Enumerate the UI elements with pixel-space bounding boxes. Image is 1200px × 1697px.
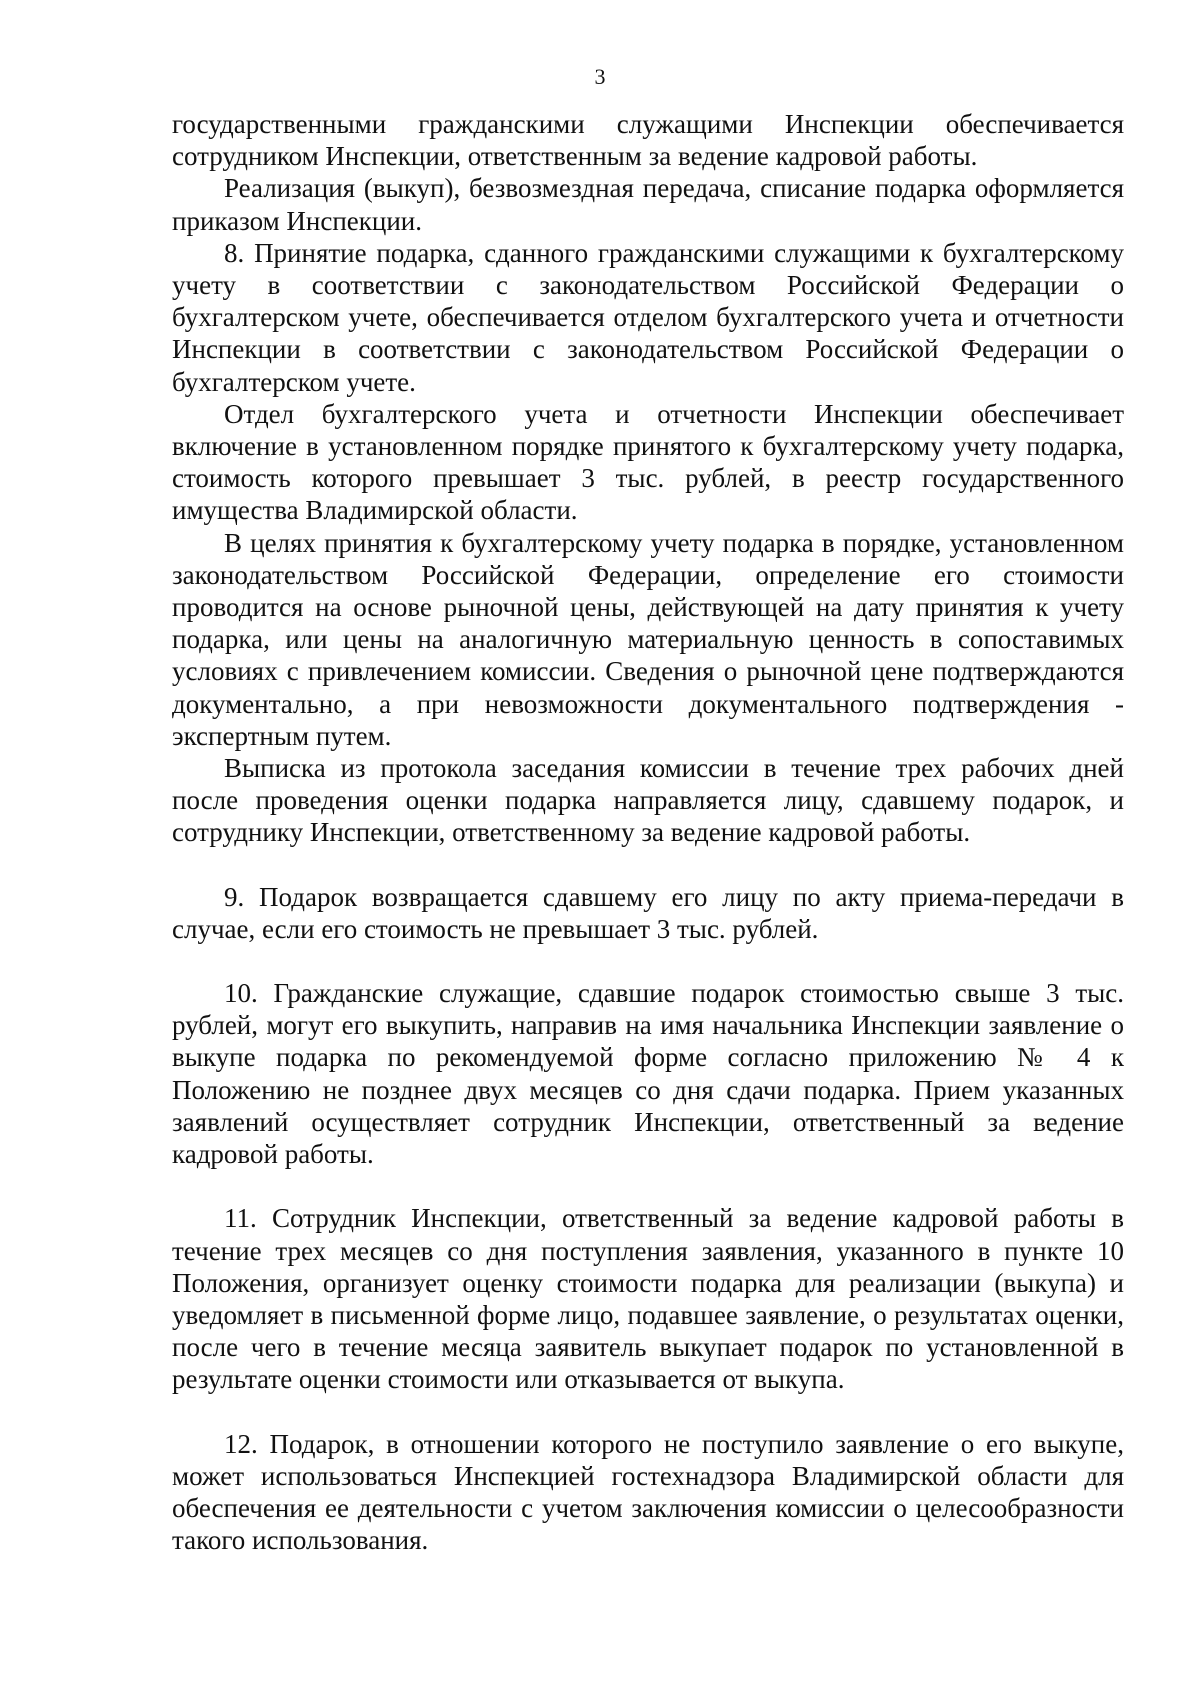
paragraph-item-8: 8. Принятие подарка, сданного гражданскими служащими к бухгалтерскому учету в соответствии с законодательством Российской Федерации о бухгалтерском учете, обеспечивается отделом бухгалтерского учета и отчетности Инспекции в соответствии с законодательством Российской Федерации о бухгалтерском учете. [172,237,1124,397]
paragraph-disposal: Реализация (выкуп), безвозмездная передача, списание подарка оформляется приказом Инспекции. [172,173,1124,236]
paragraph-item-8-protocol: Выписка из протокола заседания комиссии в течение трех рабочих дней после проведения оценки подарка направляется лицу, сдавшему подарок, и сотруднику Инспекции, ответственному за ведение кадровой работы. [172,753,1124,848]
page-number: 3 [594,64,606,89]
paragraph-continuation: государственными гражданскими служащими Инспекции обеспечивается сотрудником Инспекции, ответственным за ведение кадровой работы. [172,109,1124,172]
paragraph-item-8-registry: Отдел бухгалтерского учета и отчетности Инспекции обеспечивает включение в установленном порядке принятого к бухгалтерскому учету подарка, стоимость которого превышает 3 тыс. рублей, в реестр государственного имущества Владимирской области. [172,398,1124,526]
paragraph-item-11: 11. Сотрудник Инспекции, ответственный за ведение кадровой работы в течение трех месяцев со дня поступления заявления, указанного в пункте 10 Положения, организует оценку стоимости подарка для реализации (выкупа) и уведомляет в письменной форме лицо, подавшее заявление, о результатах оценки, после чего в течение месяца заявитель выкупает подарок по установленной в результате оценки стоимости или отказывается от выкупа. [172,1203,1124,1395]
paragraph-item-8-valuation: В целях принятия к бухгалтерскому учету подарка в порядке, установленном законодательством Российской Федерации, определение его стоимости проводится на основе рыночной цены, действующей на дату принятия к учету подарка, или цены на аналогичную материальную ценность в сопоставимых условиях с привлечением комиссии. Сведения о рыночной цене подтверждаются документально, а при невозможности документального подтверждения - экспертным путем. [172,527,1124,751]
paragraph-item-10: 10. Гражданские служащие, сдавшие подарок стоимостью свыше 3 тыс. рублей, могут его выкупить, направив на имя начальника Инспекции заявление о выкупе подарка по рекомендуемой форме согласно приложению № 4 к Положению не позднее двух месяцев со дня сдачи подарка. Прием указанных заявлений осуществляет сотрудник Инспекции, ответственный за ведение кадровой работы. [172,978,1124,1170]
paragraph-item-12: 12. Подарок, в отношении которого не поступило заявление о его выкупе, может использоваться Инспекцией гостехнадзора Владимирской области для обеспечения ее деятельности с учетом заключения комиссии о целесообразности такого использования. [172,1428,1124,1556]
document-body [172,108,1124,1556]
paragraph-item-9: 9. Подарок возвращается сдавшему его лицу по акту приема-передачи в случае, если его стоимость не превышает 3 тыс. рублей. [172,881,1124,944]
